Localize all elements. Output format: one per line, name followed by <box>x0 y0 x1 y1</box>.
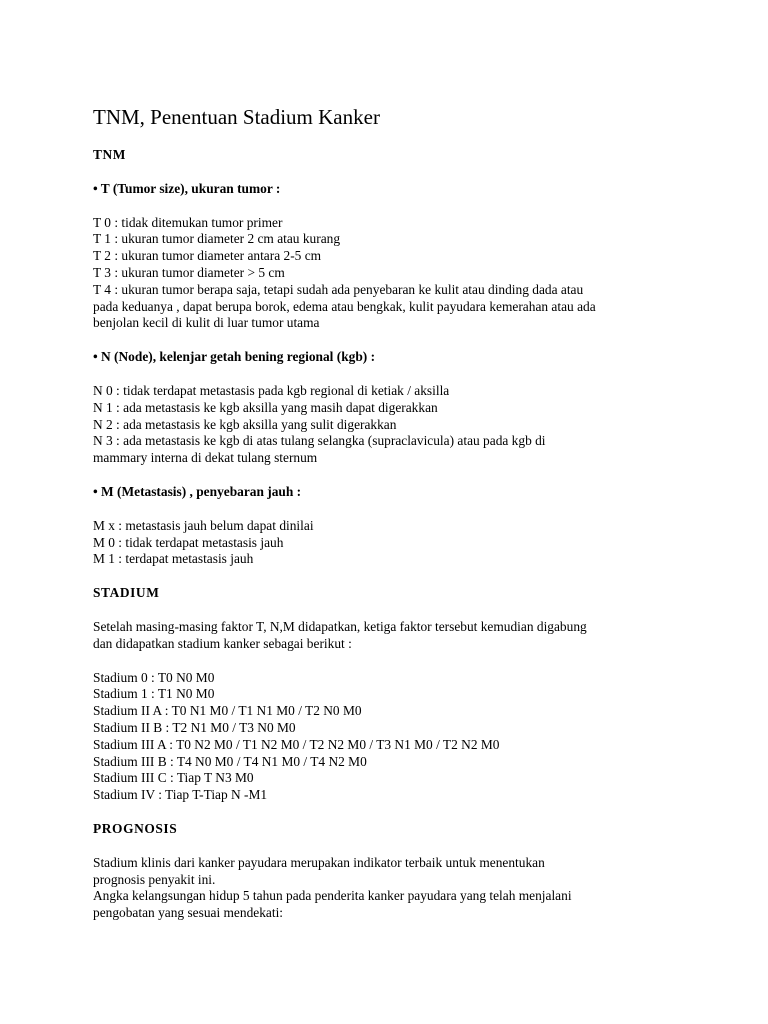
document-page <box>93 104 683 939</box>
prognosis-text <box>93 855 683 922</box>
n-item: N 1 : ada metastasis ke kgb aksilla yang masih dapat digerakkan <box>93 399 438 415</box>
prognosis-line: pengobatan yang sesuai mendekati: <box>93 905 284 921</box>
n-item: mammary interna di dekat tulang sternum <box>93 450 318 466</box>
m-item: M 1 : terdapat metastasis jauh <box>93 551 254 567</box>
stadium-list <box>93 670 683 804</box>
stadium-item: Stadium II A : T0 N1 M0 / T1 N1 M0 / T2 N0 M0 <box>93 703 362 719</box>
n-item: N 0 : tidak terdapat metastasis pada kgb regional di ketiak / aksilla <box>93 382 450 398</box>
stadium-heading: STADIUM <box>93 585 160 601</box>
n-list <box>93 383 683 467</box>
stadium-item: Stadium IV : Tiap T-Tiap N -M1 <box>93 787 268 803</box>
m-heading: • M (Metastasis) , penyebaran jauh : <box>93 483 302 499</box>
stadium-item: Stadium III C : Tiap T N3 M0 <box>93 770 254 786</box>
prognosis-line: Angka kelangsungan hidup 5 tahun pada penderita kanker payudara yang telah menjalani <box>93 888 572 904</box>
t-item: T 2 : ukuran tumor diameter antara 2-5 cm <box>93 248 322 264</box>
document-title: TNM, Penentuan Stadium Kanker <box>93 105 380 129</box>
n-item: N 2 : ada metastasis ke kgb aksilla yang sulit digerakkan <box>93 416 397 432</box>
stadium-intro-line: Setelah masing-masing faktor T, N,M didapatkan, ketiga faktor tersebut kemudian digabung <box>93 618 587 634</box>
t-item: T 0 : tidak ditemukan tumor primer <box>93 214 283 230</box>
t-item: benjolan kecil di kulit di luar tumor utama <box>93 315 320 331</box>
m-list <box>93 518 683 568</box>
stadium-item: Stadium III A : T0 N2 M0 / T1 N2 M0 / T2 N2 M0 / T3 N1 M0 / T2 N2 M0 <box>93 736 500 752</box>
t-heading: • T (Tumor size), ukuran tumor : <box>93 180 281 196</box>
prognosis-heading: PROGNOSIS <box>93 820 178 836</box>
prognosis-line: Stadium klinis dari kanker payudara merupakan indikator terbaik untuk menentukan <box>93 854 545 870</box>
stadium-item: Stadium 0 : T0 N0 M0 <box>93 669 215 685</box>
n-item: N 3 : ada metastasis ke kgb di atas tulang selangka (supraclavicula) atau pada kgb di <box>93 433 546 449</box>
t-item: pada keduanya , dapat berupa borok, edema atau bengkak, kulit payudara kemerahan atau ada <box>93 298 596 314</box>
stadium-item: Stadium 1 : T1 N0 M0 <box>93 686 215 702</box>
t-item: T 1 : ukuran tumor diameter 2 cm atau kurang <box>93 231 341 247</box>
t-item: T 4 : ukuran tumor berapa saja, tetapi sudah ada penyebaran ke kulit atau dinding dada atau <box>93 281 584 297</box>
stadium-intro <box>93 619 683 653</box>
tnm-heading: TNM <box>93 147 127 162</box>
stadium-item: Stadium III B : T4 N0 M0 / T4 N1 M0 / T4 N2 M0 <box>93 753 367 769</box>
n-heading: • N (Node), kelenjar getah bening regional (kgb) : <box>93 349 376 365</box>
m-item: M 0 : tidak terdapat metastasis jauh <box>93 534 284 550</box>
prognosis-line: prognosis penyakit ini. <box>93 871 216 887</box>
t-list <box>93 215 683 333</box>
m-item: M x : metastasis jauh belum dapat dinilai <box>93 517 314 533</box>
t-item: T 3 : ukuran tumor diameter > 5 cm <box>93 264 285 280</box>
stadium-intro-line: dan didapatkan stadium kanker sebagai berikut : <box>93 635 352 651</box>
stadium-item: Stadium II B : T2 N1 M0 / T3 N0 M0 <box>93 719 296 735</box>
